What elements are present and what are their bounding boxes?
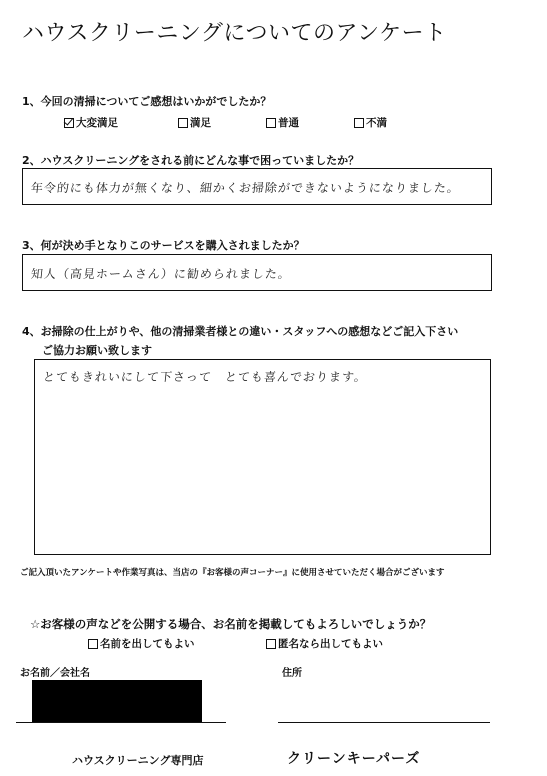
q1-option-label: 大変満足 [76,117,118,129]
q2-answer-box[interactable] [22,168,492,205]
q3-answer-box[interactable] [22,254,492,291]
q4-answer-box[interactable] [34,359,491,555]
publish-option-label: 匿名なら出してもよい [278,638,383,650]
redacted-name [32,680,202,722]
q3-handwritten-answer: 知人（高見ホームさん）に勧められました。 [30,267,292,281]
store-type: ハウスクリーニング専門店 [72,754,204,767]
checkbox-icon [178,118,188,128]
publish-question: ☆お客様の声などを公開する場合、お名前を掲載してもよろしいでしょうか？ [30,617,432,631]
question-4-line2: ご協力お願い致します [42,344,152,357]
name-underline [16,722,226,723]
publish-option-label: 名前を出してもよい [100,638,195,650]
checkbox-icon [266,639,276,649]
q1-option-label: 普通 [278,117,299,129]
question-4-line1: 4、お掃除の仕上がりや、他の清掃業者様との違い・スタッフへの感想などご記入下さい [22,325,459,338]
address-field[interactable] [278,680,490,722]
name-label: お名前／会社名 [20,668,90,679]
q1-option-satisfied[interactable] [178,115,211,130]
q4-handwritten-answer: とてもきれいにして下さって とても喜んでおります。 [42,370,368,384]
brand-logo: クリーンキーパーズ [287,751,421,767]
survey-title: ハウスクリーニングについてのアンケート [22,21,447,46]
publish-option-name-ok[interactable] [88,636,195,651]
checkbox-icon [88,639,98,649]
address-underline [278,722,490,723]
q1-option-label: 不満 [366,117,387,129]
q2-handwritten-answer: 年令的にも体力が無くなり、細かくお掃除ができないようになりました。 [30,181,461,195]
question-1: 1、今回の清掃についてご感想はいかがでしたか？ [22,95,272,108]
usage-notice: ご記入頂いたアンケートや作業写真は、当店の『お客様の声コーナー』に使用させていただく場合がございます [20,568,445,578]
checked-checkbox-icon [64,118,74,128]
q1-option-very-satisfied[interactable] [64,115,118,130]
checkbox-icon [266,118,276,128]
q1-option-label: 満足 [190,117,211,129]
question-2: 2、ハウスクリーニングをされる前にどんな事で困っていましたか？ [22,154,360,167]
publish-option-anonymous-ok[interactable] [266,636,383,651]
address-label: 住所 [282,668,302,679]
q1-option-normal[interactable] [266,115,299,130]
q1-option-dissatisfied[interactable] [354,115,387,130]
question-3: 3、何が決め手となりこのサービスを購入されましたか？ [22,239,305,252]
checkbox-icon [354,118,364,128]
